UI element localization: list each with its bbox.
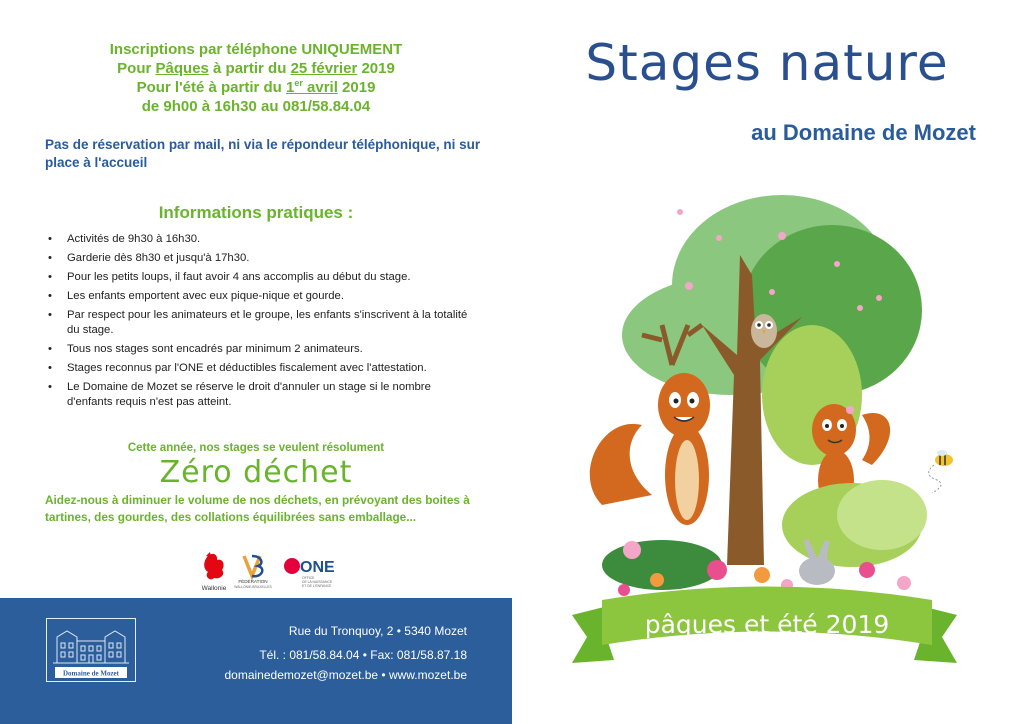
wallonie-rooster-icon (204, 552, 223, 579)
summer-date (286, 79, 338, 96)
list-item: • Pour les petits loups, il faut avoir 4 ans accomplis au début du stage. (48, 270, 478, 285)
domain-logo (46, 618, 136, 682)
zero-waste-text: Aidez-nous à diminuer le volume de nos déchets, en prévoyant des boites à tartines, des gourdes, des collations équilibrées sans emballage... (45, 493, 470, 524)
info-list (48, 232, 478, 414)
easter-word: Pâques (155, 60, 209, 77)
registration-line-4: de 9h00 à 16h30 au 081/58.84.04 (141, 98, 371, 115)
one-ball-icon (284, 558, 300, 574)
nature-illustration (512, 175, 1024, 724)
cover-page (512, 0, 1024, 724)
federation-label: FÉDÉRATION (238, 579, 268, 584)
list-item: • Tous nos stages sont encadrés par minimum 2 animateurs. (48, 342, 478, 357)
one-sub-2: DE LA NAISSANCE (302, 580, 333, 584)
wallonie-label: Wallonie (201, 585, 227, 592)
cover-title: Stages nature (585, 34, 949, 92)
zero-waste-intro: Cette année, nos stages se veulent résolument (127, 442, 385, 454)
list-item: • Garderie dès 8h30 et jusqu'à 17h30. (48, 251, 478, 266)
info-title: Informations pratiques : (158, 203, 354, 222)
text-fragment: avril (307, 79, 338, 96)
text-fragment: Pour l'été à partir du (136, 79, 286, 96)
list-item: • Activités de 9h30 à 16h30. (48, 232, 478, 247)
banner-text: pâques et été 2019 (644, 610, 890, 639)
registration-line-1: Inscriptions par téléphone UNIQUEMENT (109, 41, 403, 58)
text-fragment: 1 (286, 79, 295, 96)
cover-subtitle: au Domaine de Mozet (751, 120, 976, 145)
text-fragment: 2019 (337, 79, 376, 96)
ordinal-suffix: er (294, 78, 303, 88)
one-sub-3: ET DE L'ENFANCE (302, 584, 332, 588)
easter-date: 25 février (290, 60, 358, 77)
federation-logo-icon (244, 556, 262, 576)
list-item: • Les enfants emportent avec eux pique-nique et gourde. (48, 289, 478, 304)
registration-block (0, 40, 512, 116)
partner-logos (200, 550, 350, 594)
registration-line-3 (0, 78, 512, 97)
no-reservation-warning: Pas de réservation par mail, ni via le répondeur téléphonique, ni sur place à l'accueil (45, 137, 481, 170)
list-item: • Par respect pour les animateurs et le groupe, les enfants s'inscrivent à la totalité du stage. (48, 308, 478, 338)
domain-logo-label: Domaine de Mozet (63, 669, 119, 678)
footer (0, 598, 512, 724)
footer-phone: Tél. : 081/58.84.04 • Fax: 081/58.87.18 (259, 648, 467, 662)
bee-icon (929, 450, 953, 493)
text-fragment: Pour (117, 60, 156, 77)
footer-web: domainedemozet@mozet.be • www.mozet.be (224, 668, 467, 682)
owl-icon (751, 314, 777, 348)
one-sub-1: OFFICE (302, 576, 315, 580)
text-fragment: à partir du (208, 60, 291, 77)
list-item: • Le Domaine de Mozet se réserve le droit d'annuler un stage si le nombre d'enfants requis n'est pas atteint. (48, 380, 478, 410)
registration-line-2 (0, 59, 512, 78)
list-item: • Stages reconnus par l'ONE et déductibles fiscalement avec l'attestation. (48, 361, 478, 376)
one-label: ONE (300, 559, 335, 576)
zero-waste-title: Zéro déchet (159, 455, 353, 490)
federation-sub-label: WALLONIE-BRUXELLES (234, 585, 272, 589)
footer-address: Rue du Tronquoy, 2 • 5340 Mozet (288, 624, 467, 638)
text-fragment: 2019 (357, 60, 395, 77)
